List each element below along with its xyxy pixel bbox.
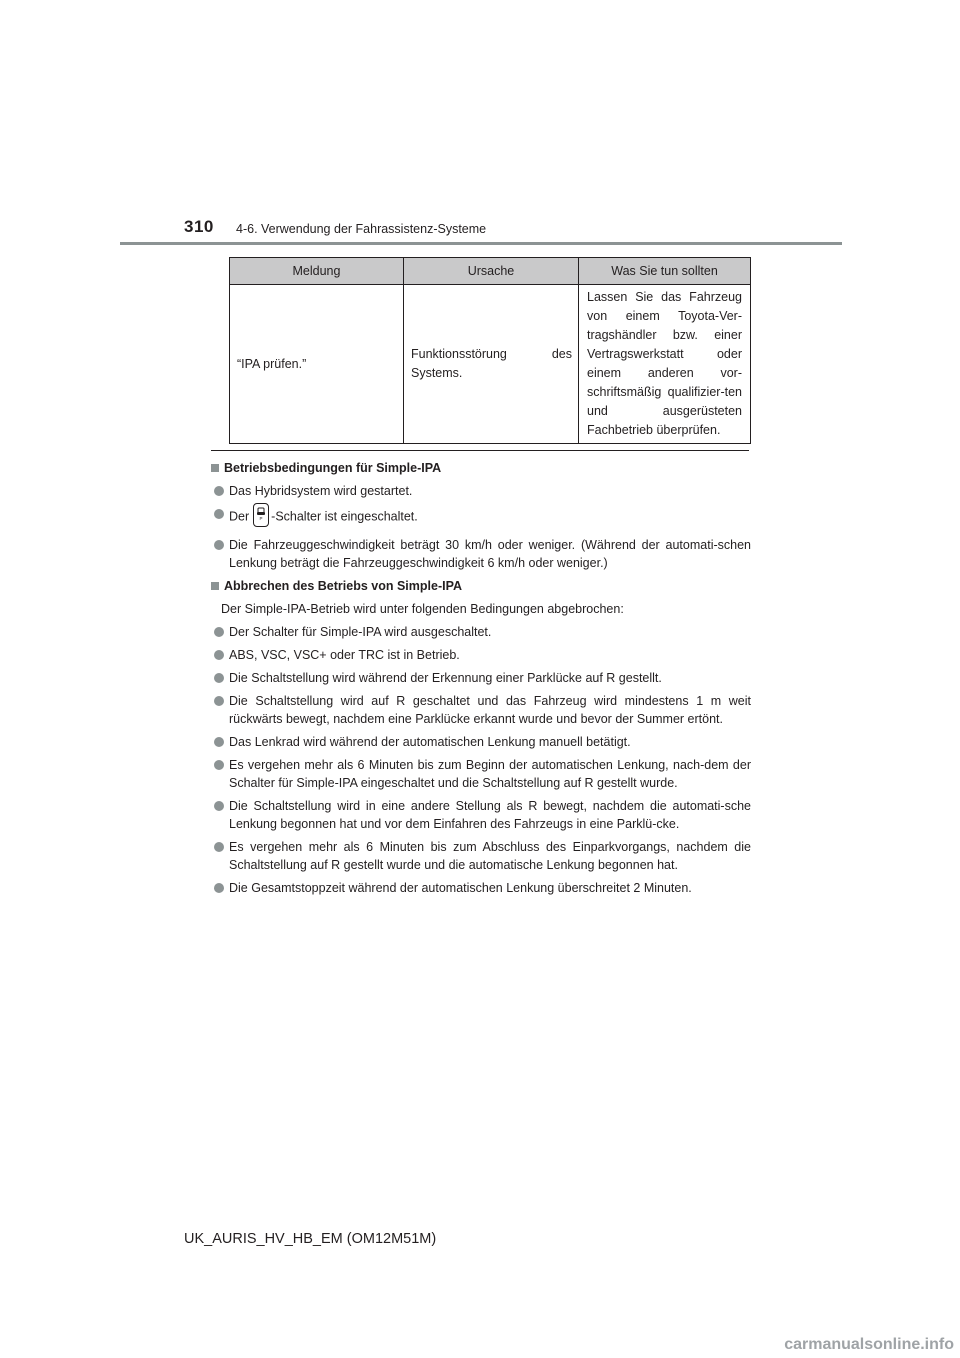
list-item bbox=[211, 733, 751, 751]
list-item-text: Die Fahrzeuggeschwindigkeit beträgt 30 km/h oder weniger. (Während der automati-schen Lenkung beträgt die Fahrzeuggeschwindigkeit 6 km/h oder weniger.) bbox=[229, 538, 751, 570]
bullet-dot-icon bbox=[214, 509, 224, 519]
header-rule bbox=[120, 242, 842, 245]
bullet-dot-icon bbox=[214, 540, 224, 550]
document-code: UK_AURIS_HV_HB_EM (OM12M51M) bbox=[184, 1231, 437, 1247]
list-item-text: ABS, VSC, VSC+ oder TRC ist in Betrieb. bbox=[229, 648, 460, 662]
heading-text: Abbrechen des Betriebs von Simple-IPA bbox=[224, 579, 463, 593]
bullet-dot-icon bbox=[214, 842, 224, 852]
column-header-cause: Ursache bbox=[404, 258, 579, 285]
column-header-message: Meldung bbox=[230, 258, 404, 285]
square-bullet-icon bbox=[211, 582, 219, 590]
cancel-operation-heading bbox=[211, 577, 751, 595]
list-item bbox=[211, 797, 751, 833]
list-item bbox=[211, 669, 751, 687]
list-item-text: Die Schaltstellung wird auf R geschaltet und das Fahrzeug wird mindestens 1 m weit rückwärts bewegt, nachdem eine Parklücke erkannt wurde und bevor der Summer ertönt. bbox=[229, 694, 751, 726]
square-bullet-icon bbox=[211, 464, 219, 472]
bullet-dot-icon bbox=[214, 883, 224, 893]
list-item bbox=[211, 879, 751, 897]
list-item bbox=[211, 536, 751, 572]
operating-conditions-heading bbox=[211, 459, 751, 477]
list-item-text: Die Schaltstellung wird in eine andere Stellung als R bewegt, nachdem die automati-sche Lenkung begonnen hat und vor dem Einfahren des Fahrzeugs in eine Parklü-cke. bbox=[229, 799, 751, 831]
svg-text:P: P bbox=[259, 516, 263, 521]
list-item bbox=[211, 756, 751, 792]
column-header-action: Was Sie tun sollten bbox=[579, 258, 751, 285]
list-item-text: Die Schaltstellung wird während der Erkennung einer Parklücke auf R gestellt. bbox=[229, 671, 662, 685]
list-item-text: Das Hybridsystem wird gestartet. bbox=[229, 484, 413, 498]
bullet-dot-icon bbox=[214, 696, 224, 706]
list-item bbox=[211, 838, 751, 874]
bullet-dot-icon bbox=[214, 760, 224, 770]
bullet-dot-icon bbox=[214, 673, 224, 683]
list-item-text: Die Gesamtstoppzeit während der automatischen Lenkung überschreitet 2 Minuten. bbox=[229, 881, 692, 895]
cancel-intro: Der Simple-IPA-Betrieb wird unter folgenden Bedingungen abgebrochen: bbox=[221, 602, 624, 616]
list-item-text: Der Schalter für Simple-IPA wird ausgeschaltet. bbox=[229, 625, 492, 639]
cell-message: “IPA prüfen.” bbox=[230, 285, 404, 444]
list-item bbox=[211, 505, 751, 529]
table-header-row bbox=[230, 258, 751, 285]
list-item-text: Es vergehen mehr als 6 Minuten bis zum Beginn der automatischen Lenkung, nach-dem der Schalter für Simple-IPA eingeschaltet und die Schaltstellung auf R gestellt wurde. bbox=[229, 758, 751, 790]
content-rule bbox=[211, 450, 749, 451]
list-item-text-before: Der bbox=[229, 509, 250, 524]
table-row bbox=[230, 285, 751, 444]
bullet-dot-icon bbox=[214, 486, 224, 496]
bullet-dot-icon bbox=[214, 627, 224, 637]
parking-assist-switch-icon bbox=[253, 503, 269, 527]
list-item-text-after: -Schalter ist eingeschaltet. bbox=[271, 509, 418, 524]
content bbox=[211, 459, 751, 902]
list-item bbox=[211, 646, 751, 664]
list-item bbox=[211, 482, 751, 500]
message-table bbox=[229, 257, 751, 444]
list-item bbox=[211, 623, 751, 641]
list-item-text: Das Lenkrad wird während der automatischen Lenkung manuell betätigt. bbox=[229, 735, 631, 749]
section-title: 4-6. Verwendung der Fahrassistenz-Systeme bbox=[236, 222, 487, 236]
list-item bbox=[211, 692, 751, 728]
cell-cause: Funktionsstörung des Systems. bbox=[404, 285, 579, 444]
watermark: carmanualsonline.info bbox=[784, 1336, 954, 1353]
bullet-dot-icon bbox=[214, 650, 224, 660]
bullet-dot-icon bbox=[214, 737, 224, 747]
page-number: 310 bbox=[184, 217, 214, 236]
cell-action: Lassen Sie das Fahrzeug von einem Toyota-Ver-tragshändler bzw. einer Vertragswerkstatt oder einem anderen vor-schriftsmäßig qualifizier-ten und ausgerüsteten Fachbetrieb überprüfen. bbox=[579, 285, 751, 444]
list-item-text: Es vergehen mehr als 6 Minuten bis zum Abschluss des Einparkvorgangs, nachdem die Schaltstellung auf R gestellt wurde und die automatische Lenkung begonnen hat. bbox=[229, 840, 751, 872]
heading-text: Betriebsbedingungen für Simple-IPA bbox=[224, 461, 442, 475]
bullet-dot-icon bbox=[214, 801, 224, 811]
